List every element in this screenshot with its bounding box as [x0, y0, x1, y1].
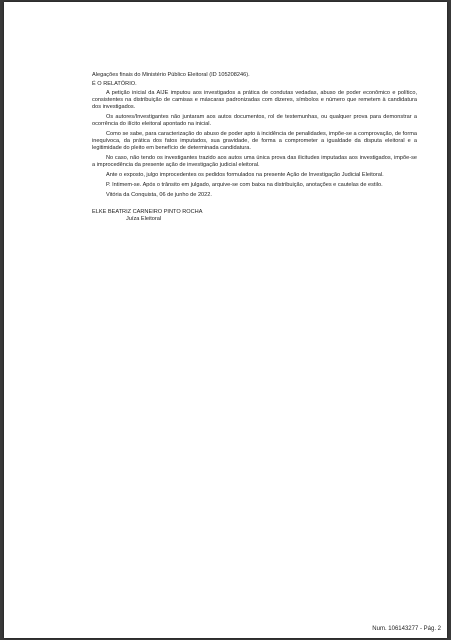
signature-role: Juíza Eleitoral — [126, 216, 162, 222]
page-footer-number: Num. 106143277 - Pág. 2 — [372, 626, 441, 632]
paragraph-alegacoes: Alegações finais do Ministério Público Eleitoral (ID 105208246). — [92, 72, 250, 78]
signature-block — [92, 209, 417, 223]
paragraph-abuso-poder: Como se sabe, para caracterização do abuso de poder apto à incidência de penalidades, impõe-se a comprovação, de forma inequívoca, da prática dos fatos imputados, sua gravidade, de forma a comprometer a igualdade da disputa eleitoral e a legitimidade do pleito em benefício de determinada candidatura. — [92, 131, 417, 151]
paragraph-intimem: P. Intimem-se. Após o trânsito em julgado, arquive-se com baixa na distribuição, anotações e cautelas de estilo. — [106, 182, 383, 188]
document-body — [92, 72, 417, 223]
paragraph-ante-exposto: Ante o exposto, julgo improcedentes os pedidos formulados na presente Ação de Investigação Judicial Eleitoral. — [106, 172, 384, 178]
signature-name: ELKE BEATRIZ CARNEIRO PINTO ROCHA — [92, 209, 203, 215]
paragraph-peticao: A petição inicial da AIJE imputou aos investigados a prática de condutas vedadas, abuso de poder econômico e político, consistentes na distribuição de camisas e máscaras padronizadas com dizeres, símbolos e número que remetem à candidatura dos investigados. — [92, 90, 417, 110]
document-page — [4, 2, 447, 638]
paragraph-date: Vitória da Conquista, 06 de junho de 2022. — [106, 192, 212, 198]
paragraph-autores: Os autores/Investigantes não juntaram aos autos documentos, rol de testemunhas, ou qualquer prova para demonstrar a ocorrência do ilícito eleitoral apontado na inicial. — [92, 114, 417, 127]
paragraph-relatorio: É O RELATÓRIO. — [92, 81, 137, 87]
paragraph-no-caso: No caso, não tendo os investigantes trazido aos autos uma única prova das ilicitudes imputadas aos investigados, impõe-se a improcedência da presente ação de investigação judicial eleitoral. — [92, 155, 417, 168]
